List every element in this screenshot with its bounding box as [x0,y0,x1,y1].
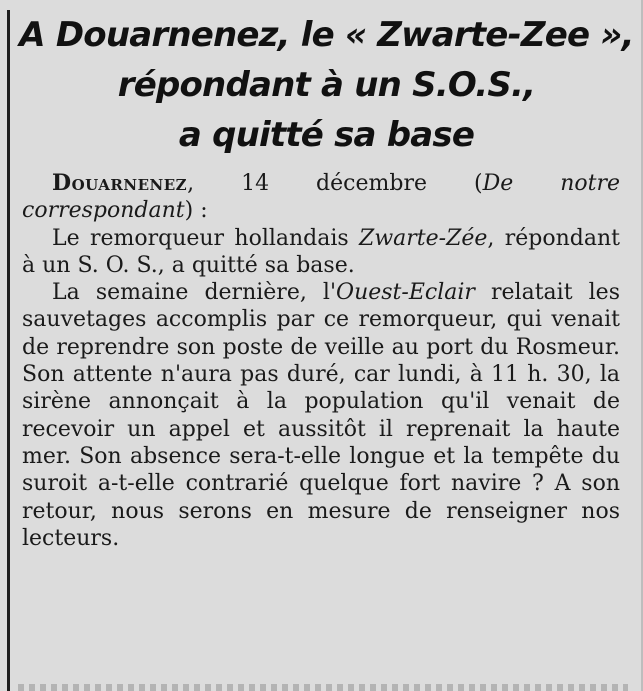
column-rule [7,10,10,691]
paragraph-1-start: Le remorqueur hollandais [52,225,360,251]
dateline-city: Douarnenez [52,170,188,196]
next-article-trace [18,684,628,691]
dateline-source: De notre correspondant [22,171,620,224]
dateline-tail: ) : [184,198,208,224]
paragraph-2-start: La semaine dernière, l' [52,280,337,306]
paragraph-2 [22,279,620,552]
dateline-date: , 14 décembre ( [187,171,483,196]
newspaper-name: Ouest-Eclair [336,280,475,306]
paragraph-1 [22,225,620,280]
dateline [22,170,620,225]
paragraph-1-end: , répondant à un S. O. S., a quitté sa base. [22,225,620,278]
headline [14,10,639,160]
ship-name: Zwarte-Zée [359,225,488,251]
article-body [22,170,620,552]
paragraph-2-end: relatait les sauvetages accomplis par ce remorqueur, qui venait de reprendre son poste de veille au port du Rosmeur. Son attente n'aura pas duré, car lundi, à 11 h. 30, la sirène annonçait à la population qu'il venait de recevoir un appel et aussitôt il reprenait la haute mer. Son absence sera-t-elle longue et la tempête du suroit a-t-elle contrarié quelque fort navire ? A son retour, nous serons en mesure de renseigner nos lecteurs. [22,280,620,551]
headline-line-2: répondant à un S.O.S., [117,65,536,105]
headline-line-1: A Douarnenez, le « Zwarte-Zee », [19,15,634,55]
headline-line-3: a quitté sa base [178,115,475,155]
